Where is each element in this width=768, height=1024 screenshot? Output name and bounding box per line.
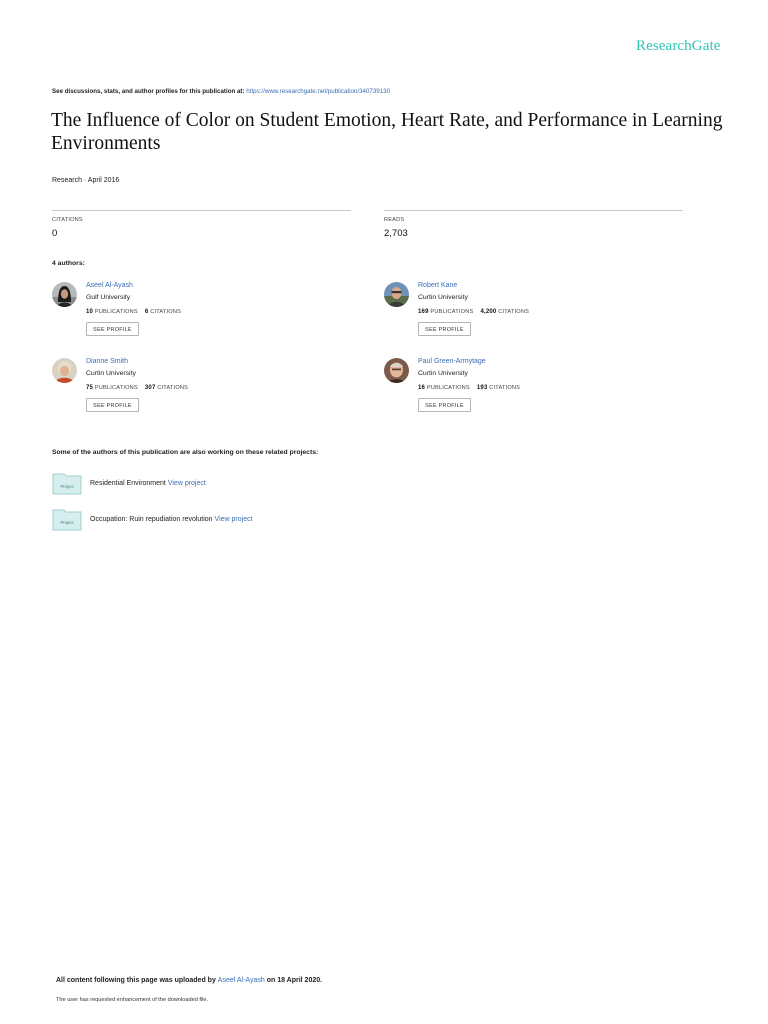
upload-suffix: on 18 April 2020.: [266, 977, 323, 984]
citations-label: CITATIONS: [498, 309, 530, 315]
author-stats: [418, 385, 520, 391]
discussions-line: [52, 88, 390, 95]
avatar-image: [52, 282, 77, 307]
project-text: [90, 516, 253, 523]
publication-url-link[interactable]: https://www.researchgate.net/publication/340739130: [246, 88, 391, 95]
upload-prefix: All content following this page was uploaded by: [56, 977, 216, 984]
upload-note: [56, 977, 322, 984]
publications-count: 75: [86, 385, 94, 391]
see-profile-button[interactable]: SEE PROFILE: [86, 322, 139, 336]
citations-count: 193: [476, 385, 488, 391]
citations-label: CITATIONS: [489, 385, 521, 391]
project-icon: [52, 509, 82, 531]
author-card: [384, 358, 684, 428]
avatar[interactable]: [52, 358, 77, 383]
author-affiliation: Curtin University: [418, 294, 468, 301]
see-profile-button[interactable]: SEE PROFILE: [86, 398, 139, 412]
reads-divider: [384, 210, 683, 211]
project-name: Occupation: Ruin repudiation revolution: [90, 516, 213, 523]
publications-label: PUBLICATIONS: [94, 309, 138, 315]
publications-label: PUBLICATIONS: [430, 309, 474, 315]
avatar-image: [52, 358, 77, 383]
avatar[interactable]: [52, 282, 77, 307]
project-icon-label: Project: [60, 520, 74, 525]
project-icon-label: Project: [60, 484, 74, 489]
publication-title: The Influence of Color on Student Emotion, Heart Rate, and Performance in Learning Environments: [51, 110, 723, 154]
author-affiliation: Curtin University: [418, 370, 468, 377]
author-name[interactable]: Paul Green-Armytage: [418, 358, 486, 365]
citations-label: CITATIONS: [150, 309, 182, 315]
see-profile-button[interactable]: SEE PROFILE: [418, 322, 471, 336]
author-card: [52, 282, 352, 352]
project-item: [52, 509, 372, 533]
citations-divider: [52, 210, 351, 211]
publications-count: 169: [418, 309, 429, 315]
enhancement-note: The user has requested enhancement of the downloaded file.: [56, 997, 209, 1003]
authors-count-label: 4 authors:: [52, 260, 85, 267]
author-name[interactable]: Aseel Al-Ayash: [86, 282, 133, 289]
reads-value: 2,703: [384, 228, 408, 239]
author-card: [384, 282, 684, 352]
citations-value: 0: [52, 228, 58, 239]
reads-label: READS: [384, 217, 405, 223]
citations-count: 6: [144, 309, 149, 315]
author-stats: [418, 309, 529, 315]
author-stats: [86, 309, 181, 315]
author-affiliation: Curtin University: [86, 370, 136, 377]
publications-count: 10: [86, 309, 94, 315]
author-affiliation: Gulf University: [86, 294, 131, 301]
avatar[interactable]: [384, 282, 409, 307]
publication-type-date: Research · April 2016: [52, 177, 120, 184]
citations-count: 4,200: [480, 309, 497, 315]
project-text: [90, 480, 206, 487]
citations-label: CITATIONS: [52, 217, 83, 223]
avatar-image: [384, 282, 409, 307]
project-item: [52, 473, 372, 497]
publications-label: PUBLICATIONS: [426, 385, 470, 391]
citations-label: CITATIONS: [157, 385, 189, 391]
project-name: Residential Environment: [90, 480, 166, 487]
publications-label: PUBLICATIONS: [94, 385, 138, 391]
publications-count: 16: [418, 385, 426, 391]
see-profile-button[interactable]: SEE PROFILE: [418, 398, 471, 412]
uploader-link[interactable]: Aseel Al-Ayash: [217, 977, 265, 984]
author-stats: [86, 385, 188, 391]
discussions-text: See discussions, stats, and author profiles for this publication at:: [52, 88, 245, 95]
author-name[interactable]: Robert Kane: [418, 282, 458, 289]
related-projects-label: Some of the authors of this publication are also working on these related projects:: [52, 449, 319, 456]
view-project-link[interactable]: View project: [167, 480, 206, 487]
author-card: [52, 358, 352, 428]
citations-count: 307: [144, 385, 156, 391]
avatar[interactable]: [384, 358, 409, 383]
project-icon: [52, 473, 82, 495]
author-name[interactable]: Dianne Smith: [86, 358, 129, 365]
researchgate-logo[interactable]: ResearchGate: [636, 38, 721, 54]
avatar-image: [384, 358, 409, 383]
view-project-link[interactable]: View project: [214, 516, 253, 523]
